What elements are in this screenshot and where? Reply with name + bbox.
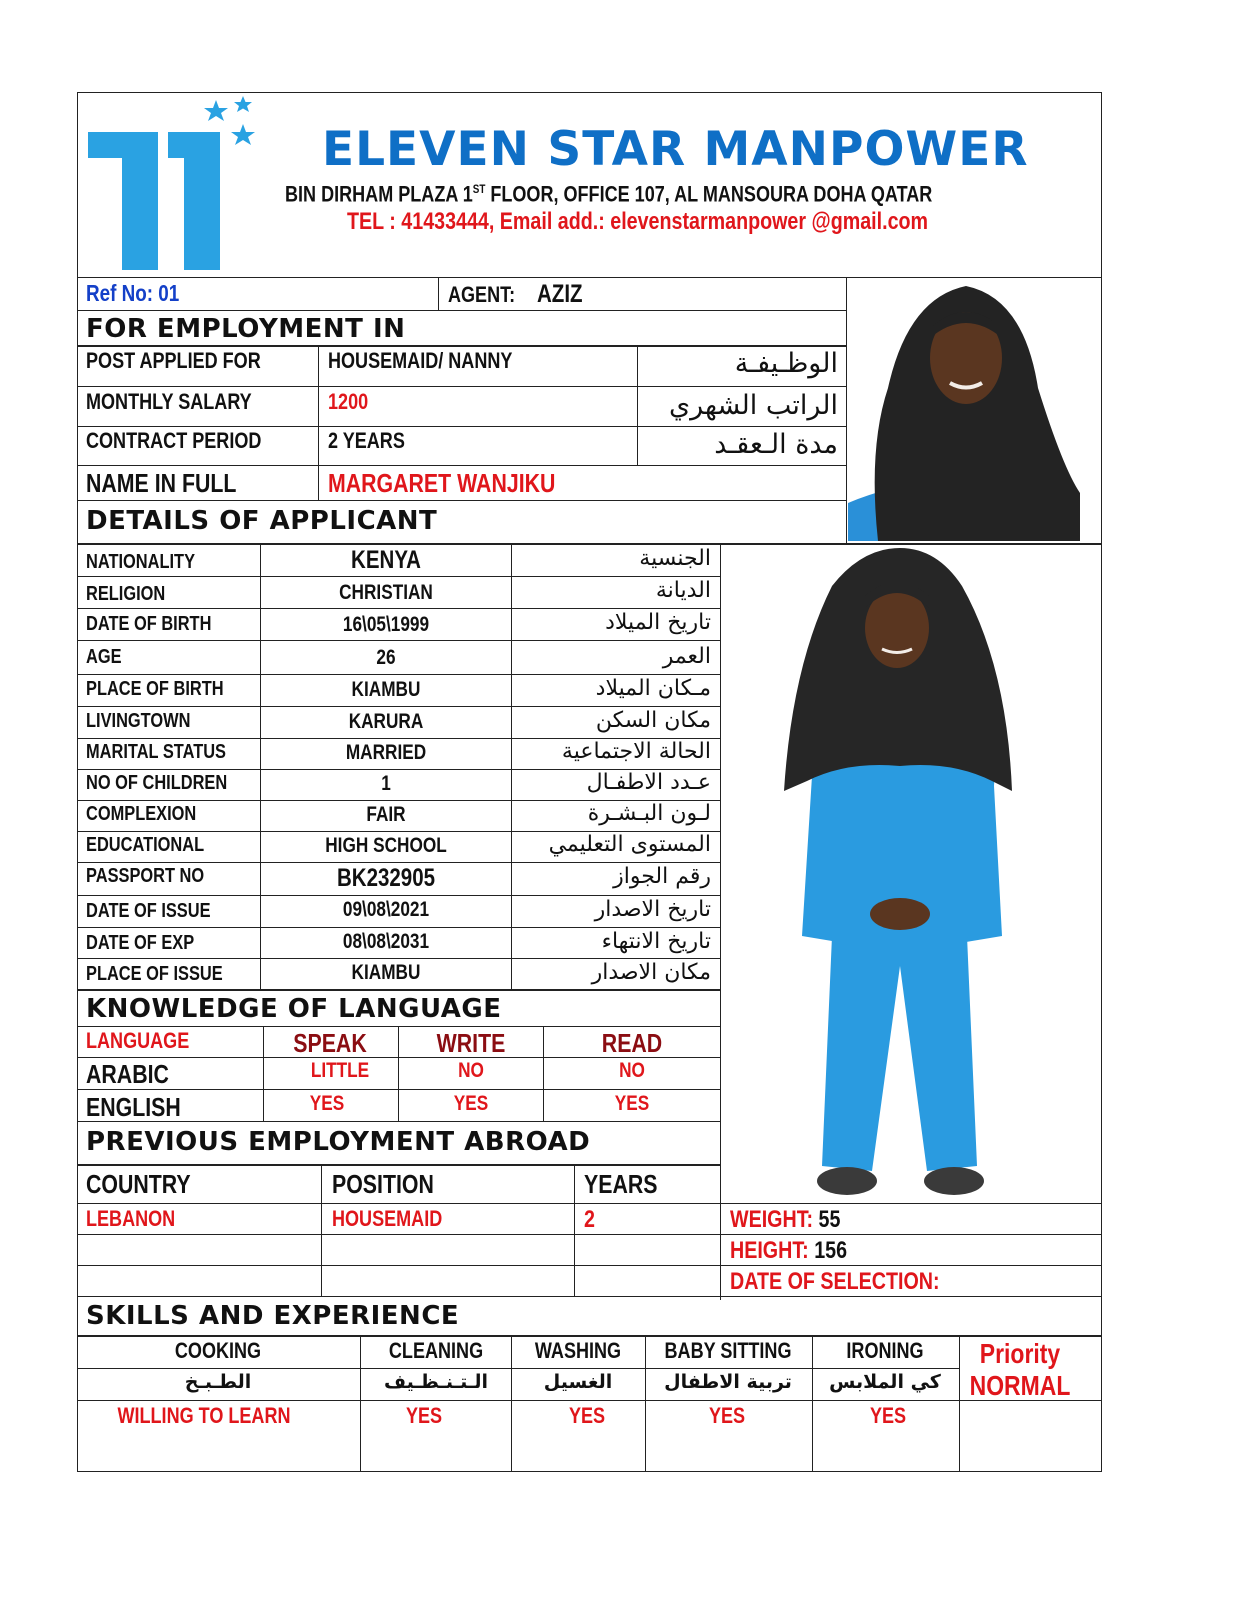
height-field: HEIGHT: 156 [730, 1237, 848, 1264]
post-arabic: الوظـيفـة [734, 348, 838, 379]
detail-label: NO OF CHILDREN [86, 772, 228, 794]
detail-value: 1 [381, 772, 391, 795]
ref-number: Ref No: 01 [86, 280, 180, 306]
skill-value: YES [708, 1403, 746, 1428]
detail-label: MARITAL STATUS [86, 741, 227, 763]
skill-value: YES [568, 1403, 606, 1428]
language-name: ENGLISH [86, 1092, 181, 1122]
skill-value: WILLING TO LEARN [117, 1403, 291, 1428]
contract-value: 2 YEARS [328, 428, 405, 453]
skill-arabic: تربية الاطفال [664, 1371, 792, 1393]
language-write: NO [458, 1059, 484, 1082]
language-write: YES [453, 1092, 489, 1115]
detail-arabic: لـون البـشـرة [587, 801, 711, 826]
skill-arabic: كي الملابس [829, 1371, 941, 1393]
skill-arabic: الطـبـخ [184, 1371, 252, 1393]
salary-arabic: الراتب الشهري [668, 390, 838, 421]
salary-value: 1200 [328, 389, 369, 414]
full-name-label: NAME IN FULL [86, 468, 237, 498]
previous-heading: PREVIOUS EMPLOYMENT ABROAD [86, 1127, 591, 1157]
detail-label: NATIONALITY [86, 551, 196, 573]
language-name: ARABIC [86, 1059, 169, 1089]
previous-years: 2 [584, 1206, 595, 1233]
detail-arabic: الحالة الاجتماعية [561, 739, 711, 764]
skill-label: CLEANING [388, 1338, 484, 1363]
detail-label: DATE OF BIRTH [86, 613, 212, 635]
detail-value: KENYA [351, 546, 421, 574]
skill-arabic: الغسيل [543, 1371, 613, 1393]
skills-heading: SKILLS AND EXPERIENCE [86, 1301, 460, 1331]
company-address: BIN DIRHAM PLAZA 1ST FLOOR, OFFICE 107, AL MANSOURA DOHA QATAR [285, 181, 933, 207]
previous-country: LEBANON [86, 1206, 176, 1231]
detail-label: EDUCATIONAL [86, 834, 205, 856]
detail-label: RELIGION [86, 583, 166, 605]
detail-arabic: الديانة [655, 578, 711, 603]
detail-value: KARURA [348, 710, 424, 733]
detail-value: HIGH SCHOOL [325, 834, 447, 857]
company-name: ELEVEN STAR MANPOWER [322, 122, 1029, 177]
previous-header-years: YEARS [584, 1169, 658, 1199]
contract-label: CONTRACT PERIOD [86, 428, 262, 453]
details-heading: DETAILS OF APPLICANT [86, 506, 438, 536]
employment-heading: FOR EMPLOYMENT IN [86, 314, 406, 344]
detail-arabic: تاريخ الانتهاء [601, 929, 711, 954]
previous-header-position: POSITION [332, 1169, 434, 1199]
language-header-read: READ [601, 1028, 663, 1058]
skill-label: BABY SITTING [664, 1338, 792, 1363]
language-header-language: LANGUAGE [86, 1028, 190, 1053]
language-header-speak: SPEAK [293, 1028, 367, 1058]
language-header-write: WRITE [436, 1028, 506, 1058]
detail-label: DATE OF EXP [86, 932, 195, 954]
detail-value: BK232905 [336, 864, 436, 892]
detail-arabic: مكان الاصدار [591, 960, 711, 985]
weight-field: WEIGHT: 55 [730, 1206, 841, 1233]
priority-value: NORMAL [969, 1370, 1071, 1401]
detail-label: PLACE OF ISSUE [86, 963, 223, 985]
detail-arabic: مكان السكن [595, 708, 711, 733]
detail-arabic: رقم الجواز [613, 864, 711, 889]
skill-value: YES [869, 1403, 907, 1428]
detail-arabic: المستوى التعليمي [548, 832, 711, 857]
previous-position: HOUSEMAID [332, 1206, 443, 1231]
skill-label: COOKING [174, 1338, 262, 1363]
detail-value: FAIR [366, 803, 406, 826]
post-label: POST APPLIED FOR [86, 348, 261, 373]
detail-label: AGE [86, 646, 122, 668]
full-name-value: MARGARET WANJIKU [328, 468, 556, 498]
language-heading: KNOWLEDGE OF LANGUAGE [86, 994, 502, 1024]
detail-value: KIAMBU [351, 678, 421, 701]
language-speak: LITTLE [310, 1059, 370, 1082]
detail-label: DATE OF ISSUE [86, 900, 211, 922]
skill-label: WASHING [534, 1338, 622, 1363]
detail-label: PASSPORT NO [86, 865, 205, 887]
skill-label: IRONING [846, 1338, 924, 1363]
detail-label: PLACE OF BIRTH [86, 678, 224, 700]
detail-value: MARRIED [345, 741, 427, 764]
company-contact: TEL : 41433444, Email add.: elevenstarmanpower @gmail.com [347, 208, 929, 235]
post-value: HOUSEMAID/ NANNY [328, 348, 513, 373]
detail-value: 16\05\1999 [342, 613, 430, 636]
skill-value: YES [405, 1403, 443, 1428]
detail-value: KIAMBU [351, 961, 421, 984]
selection-date-label: DATE OF SELECTION: [730, 1268, 940, 1295]
detail-label: COMPLEXION [86, 803, 197, 825]
applicant-headshot-photo [848, 278, 1080, 541]
salary-label: MONTHLY SALARY [86, 389, 252, 414]
detail-label: LIVINGTOWN [86, 710, 191, 732]
detail-value: 08\08\2031 [342, 930, 430, 953]
agent-value: AZIZ [537, 280, 583, 308]
language-read: YES [614, 1092, 650, 1115]
detail-arabic: تاريخ الميلاد [605, 610, 711, 635]
previous-header-country: COUNTRY [86, 1169, 191, 1199]
language-speak: YES [309, 1092, 345, 1115]
detail-value: 26 [376, 646, 396, 669]
detail-arabic: مـكان الميلاد [595, 676, 711, 701]
applicant-full-body-photo [722, 546, 1080, 1202]
detail-arabic: العمر [662, 644, 711, 669]
priority-label: Priority [979, 1338, 1061, 1369]
skill-arabic: الـتـنـظـيف [383, 1371, 489, 1393]
agent-label: AGENT: [448, 282, 516, 307]
detail-arabic: الجنسية [639, 546, 711, 571]
contract-arabic: مدة الـعقـد [714, 429, 838, 460]
detail-value: CHRISTIAN [339, 581, 433, 604]
detail-arabic: عـدد الاطفـال [586, 770, 711, 795]
detail-value: 09\08\2021 [342, 898, 430, 921]
language-read: NO [619, 1059, 645, 1082]
company-logo [88, 92, 258, 272]
detail-arabic: تاريخ الاصدار [594, 897, 711, 922]
